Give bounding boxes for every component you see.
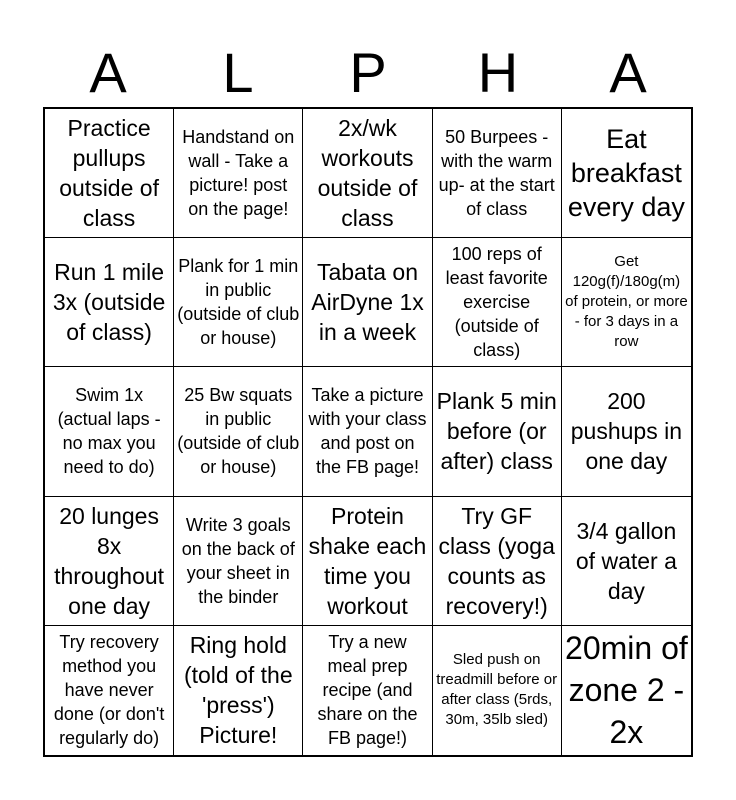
header-letter-3: P bbox=[349, 41, 387, 104]
header-letter-2: L bbox=[222, 41, 254, 104]
bingo-cell-r2c2: Plank for 1 min in public (outside of club or house) bbox=[174, 238, 303, 367]
bingo-cell-r3c5: 200 pushups in one day bbox=[562, 367, 691, 496]
bingo-cell-r1c3: 2x/wk workouts outside of class bbox=[303, 109, 432, 238]
bingo-cell-r4c3: Protein shake each time you workout bbox=[303, 497, 432, 626]
bingo-cell-r4c1: 20 lunges 8x throughout one day bbox=[45, 497, 174, 626]
header-letter-4: H bbox=[477, 41, 519, 104]
bingo-cell-r1c1: Practice pullups outside of class bbox=[45, 109, 174, 238]
bingo-cell-r5c1: Try recovery method you have never done (or don't regularly do) bbox=[45, 626, 174, 755]
bingo-cell-r2c5: Get 120g(f)/180g(m) of protein, or more - for 3 days in a row bbox=[562, 238, 691, 367]
header-letter-5: A bbox=[609, 41, 647, 104]
bingo-grid bbox=[43, 107, 693, 757]
bingo-cell-r1c2: Handstand on wall - Take a picture! post on the page! bbox=[174, 109, 303, 238]
bingo-cell-r5c5: 20min of zone 2 - 2x bbox=[565, 630, 688, 751]
bingo-header bbox=[43, 38, 693, 108]
bingo-cell-r5c2: Ring hold (told of the 'press') Picture! bbox=[174, 626, 303, 755]
bingo-cell-r3c2: 25 Bw squats in public (outside of club or house) bbox=[174, 367, 303, 496]
bingo-cell-r5c4: Sled push on treadmill before or after class (5rds, 30m, 35lb sled) bbox=[433, 626, 562, 755]
header-letter-1: A bbox=[89, 41, 127, 104]
bingo-cell-r4c5: 3/4 gallon of water a day bbox=[562, 497, 691, 626]
bingo-cell-r1c4: 50 Burpees - with the warm up- at the start of class bbox=[433, 109, 562, 238]
bingo-cell-r1c5: Eat breakfast every day bbox=[562, 109, 691, 238]
bingo-cell-r2c3: Tabata on AirDyne 1x in a week bbox=[303, 238, 432, 367]
bingo-cell-r4c4: Try GF class (yoga counts as recovery!) bbox=[433, 497, 562, 626]
bingo-cell-r3c1: Swim 1x (actual laps - no max you need to do) bbox=[45, 367, 174, 496]
bingo-cell-r5c3: Try a new meal prep recipe (and share on the FB page!) bbox=[303, 626, 432, 755]
bingo-cell-r3c4: Plank 5 min before (or after) class bbox=[433, 367, 562, 496]
bingo-cell-r2c4: 100 reps of least favorite exercise (outside of class) bbox=[433, 238, 562, 367]
bingo-cell-r4c2: Write 3 goals on the back of your sheet in the binder bbox=[174, 497, 303, 626]
bingo-cell-r2c1: Run 1 mile 3x (outside of class) bbox=[45, 238, 174, 367]
bingo-cell-r3c3: Take a picture with your class and post on the FB page! bbox=[303, 367, 432, 496]
